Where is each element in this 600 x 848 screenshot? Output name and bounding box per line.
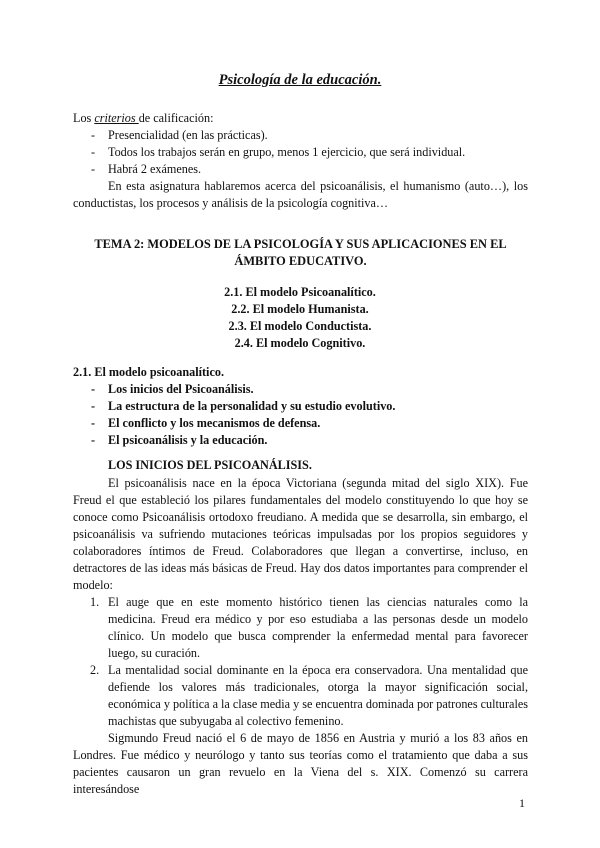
inicios-heading: LOS INICIOS DEL PSICOANÁLISIS.	[108, 458, 312, 472]
tema-heading: TEMA 2: MODELOS DE LA PSICOLOGÍA Y SUS APLICACIONES EN EL ÁMBITO EDUCATIVO.	[94, 237, 507, 268]
page-number: 1	[519, 796, 525, 810]
criterios-list	[73, 127, 528, 178]
toc-item: 2.2. El modelo Humanista.	[231, 302, 369, 316]
inicios-paragraph: El psicoanálisis nace en la época Victoriana (segunda mitad del siglo XIX). Fue Freud el que estableció los pilares fundamentales del modelo constituyendo lo que hoy se conoce como Psicoanálisis ortodoxo freudiano. A medida que se desarrolla, sin embargo, el psicoanálisis va sufriendo mutaciones teóricas impulsadas por los propios seguidores y colaboradores íntimos de Freud. Colaboradores que llegan a convertirse, incluso, en detractores de las ideas más básicas de Freud. Hay dos datos importantes para comprender el modelo:	[73, 476, 528, 592]
section-heading: 2.1. El modelo psicoanalítico.	[73, 365, 224, 379]
list-item: - Los inicios del Psicoanálisis.	[73, 381, 528, 398]
toc-item: 2.3. El modelo Conductista.	[228, 319, 372, 333]
numbered-list	[73, 594, 528, 730]
toc-item: 2.4. El modelo Cognitivo.	[234, 336, 366, 350]
list-item: - Todos los trabajos serán en grupo, menos 1 ejercicio, que será individual.	[73, 144, 528, 161]
list-number: 2.	[90, 663, 100, 677]
list-item: - El psicoanálisis y la educación.	[73, 432, 528, 449]
list-item: - El conflicto y los mecanismos de defensa.	[73, 415, 528, 432]
section-outline	[73, 364, 528, 449]
intro-paragraph: En esta asignatura hablaremos acerca del psicoanálisis, el humanismo (auto…), los conductistas, los procesos y análisis de la psicología cognitiva…	[73, 179, 528, 210]
freud-paragraph: Sigmundo Freud nació el 6 de mayo de 1856 en Austria y murió a los 83 años en Londres. Fue médico y neurólogo y tanto sus teorías como el tratamiento que daba a sus pacientes causaron un gran revuelo en la Viena del s. XIX. Comenzó su carrera interesándose	[73, 731, 528, 796]
list-number: 1.	[90, 595, 100, 609]
toc-item: 2.1. El modelo Psicoanalítico.	[224, 285, 376, 299]
table-of-contents	[0, 284, 600, 352]
page-title: Psicología de la educación.	[218, 72, 382, 88]
criterios-lead: Los criterios de calificación:	[73, 111, 214, 125]
list-item: - Presencialidad (en las prácticas).	[73, 127, 528, 144]
criterios-word: criterios	[94, 111, 139, 125]
section-list	[73, 381, 528, 449]
list-item: - Habrá 2 exámenes.	[73, 161, 528, 178]
list-item: 1. El auge que en este momento histórico tienen las ciencias naturales como la medicina. Freud era médico y por eso estudiaba a las personas desde un modelo clínico. Un modelo que busca comprender la enfermedad mental para favorecer luego, su curación.	[90, 595, 528, 660]
list-item: - La estructura de la personalidad y su estudio evolutivo.	[73, 398, 528, 415]
list-item: 2. La mentalidad social dominante en la época era conservadora. Una mentalidad que defiende los valores más tradicionales, otorga la mayor significación social, económica y política a la clase media y se encuentra dominada por patrones culturales machistas que subyugaba al colectivo femenino.	[90, 663, 528, 728]
inicios-body	[73, 475, 528, 798]
criterios-block	[73, 110, 528, 212]
